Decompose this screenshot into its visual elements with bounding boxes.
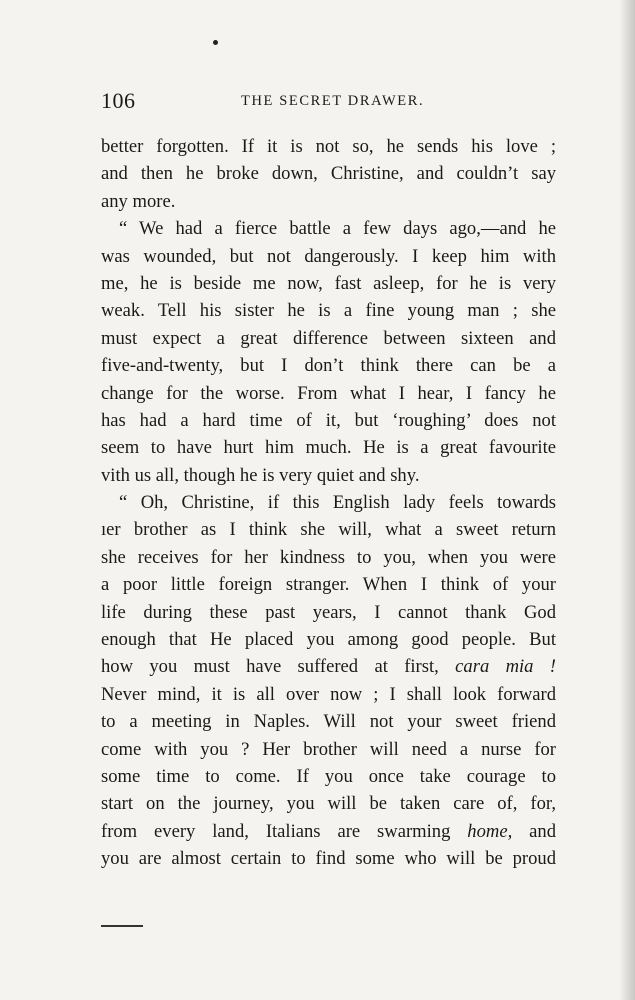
text-line: vith us all, though he is very quiet and shy.: [101, 464, 420, 486]
text-line: start on the journey, you will be taken care of, for,: [101, 793, 556, 815]
text-line: was wounded, but not dangerously. I keep him with: [101, 245, 556, 267]
running-title: THE SECRET DRAWER.: [241, 93, 425, 109]
text-line: come with you ? Her brother will need a nurse for: [101, 738, 556, 760]
text-line: you are almost certain to find some who will be proud: [101, 848, 556, 870]
body-text: [101, 133, 556, 873]
text-run: from every land, Italians are swarming: [101, 820, 468, 842]
text-line: she receives for her kindness to you, when you were: [101, 546, 556, 568]
page-gutter-shadow: [619, 0, 635, 1000]
signature-mark: [101, 925, 143, 927]
text-line: change for the worse. From what I hear, I fancy he: [101, 382, 556, 404]
text-run: how you must have suffered at first,: [101, 656, 456, 678]
text-line: “ We had a fierce battle a few days ago,—and he: [119, 218, 556, 240]
text-line: better forgotten. If it is not so, he sends his love ;: [101, 136, 556, 157]
text-line: me, he is beside me now, fast asleep, for he is very: [101, 272, 556, 294]
text-line: must expect a great difference between sixteen and: [101, 327, 556, 349]
text-line: seem to have hurt him much. He is a great favourite: [101, 437, 556, 459]
text-line: to a meeting in Naples. Will not your sweet friend: [101, 711, 556, 733]
ink-speck: [213, 40, 218, 45]
text-line: a poor little foreign stranger. When I think of your: [101, 574, 556, 596]
text-line: five-and-twenty, but I don’t think there can be a: [101, 355, 556, 377]
text-line: ıer brother as I think she will, what a sweet return: [101, 519, 556, 541]
text-line: some time to come. If you once take courage to: [101, 765, 556, 787]
text-line: Never mind, it is all over now ; I shall look forward: [101, 683, 556, 705]
text-line: life during these past years, I cannot thank God: [101, 601, 556, 623]
text-line: [101, 818, 556, 845]
text-line: enough that He placed you among good people. But: [101, 629, 556, 651]
text-line: has had a hard time of it, but ‘roughing’ does not: [101, 409, 556, 431]
italic-text: home,: [467, 820, 513, 842]
italic-text: cara mia !: [455, 656, 557, 678]
text-line: weak. Tell his sister he is a fine young man ; she: [101, 300, 556, 322]
text-line: and then he broke down, Christine, and couldn’t say: [101, 163, 556, 185]
text-run: and: [512, 820, 556, 842]
page-number: 106: [101, 88, 136, 113]
text-line: “ Oh, Christine, if this English lady feels towards: [119, 492, 556, 514]
text-line: any more.: [101, 190, 176, 212]
text-line: [101, 653, 556, 680]
